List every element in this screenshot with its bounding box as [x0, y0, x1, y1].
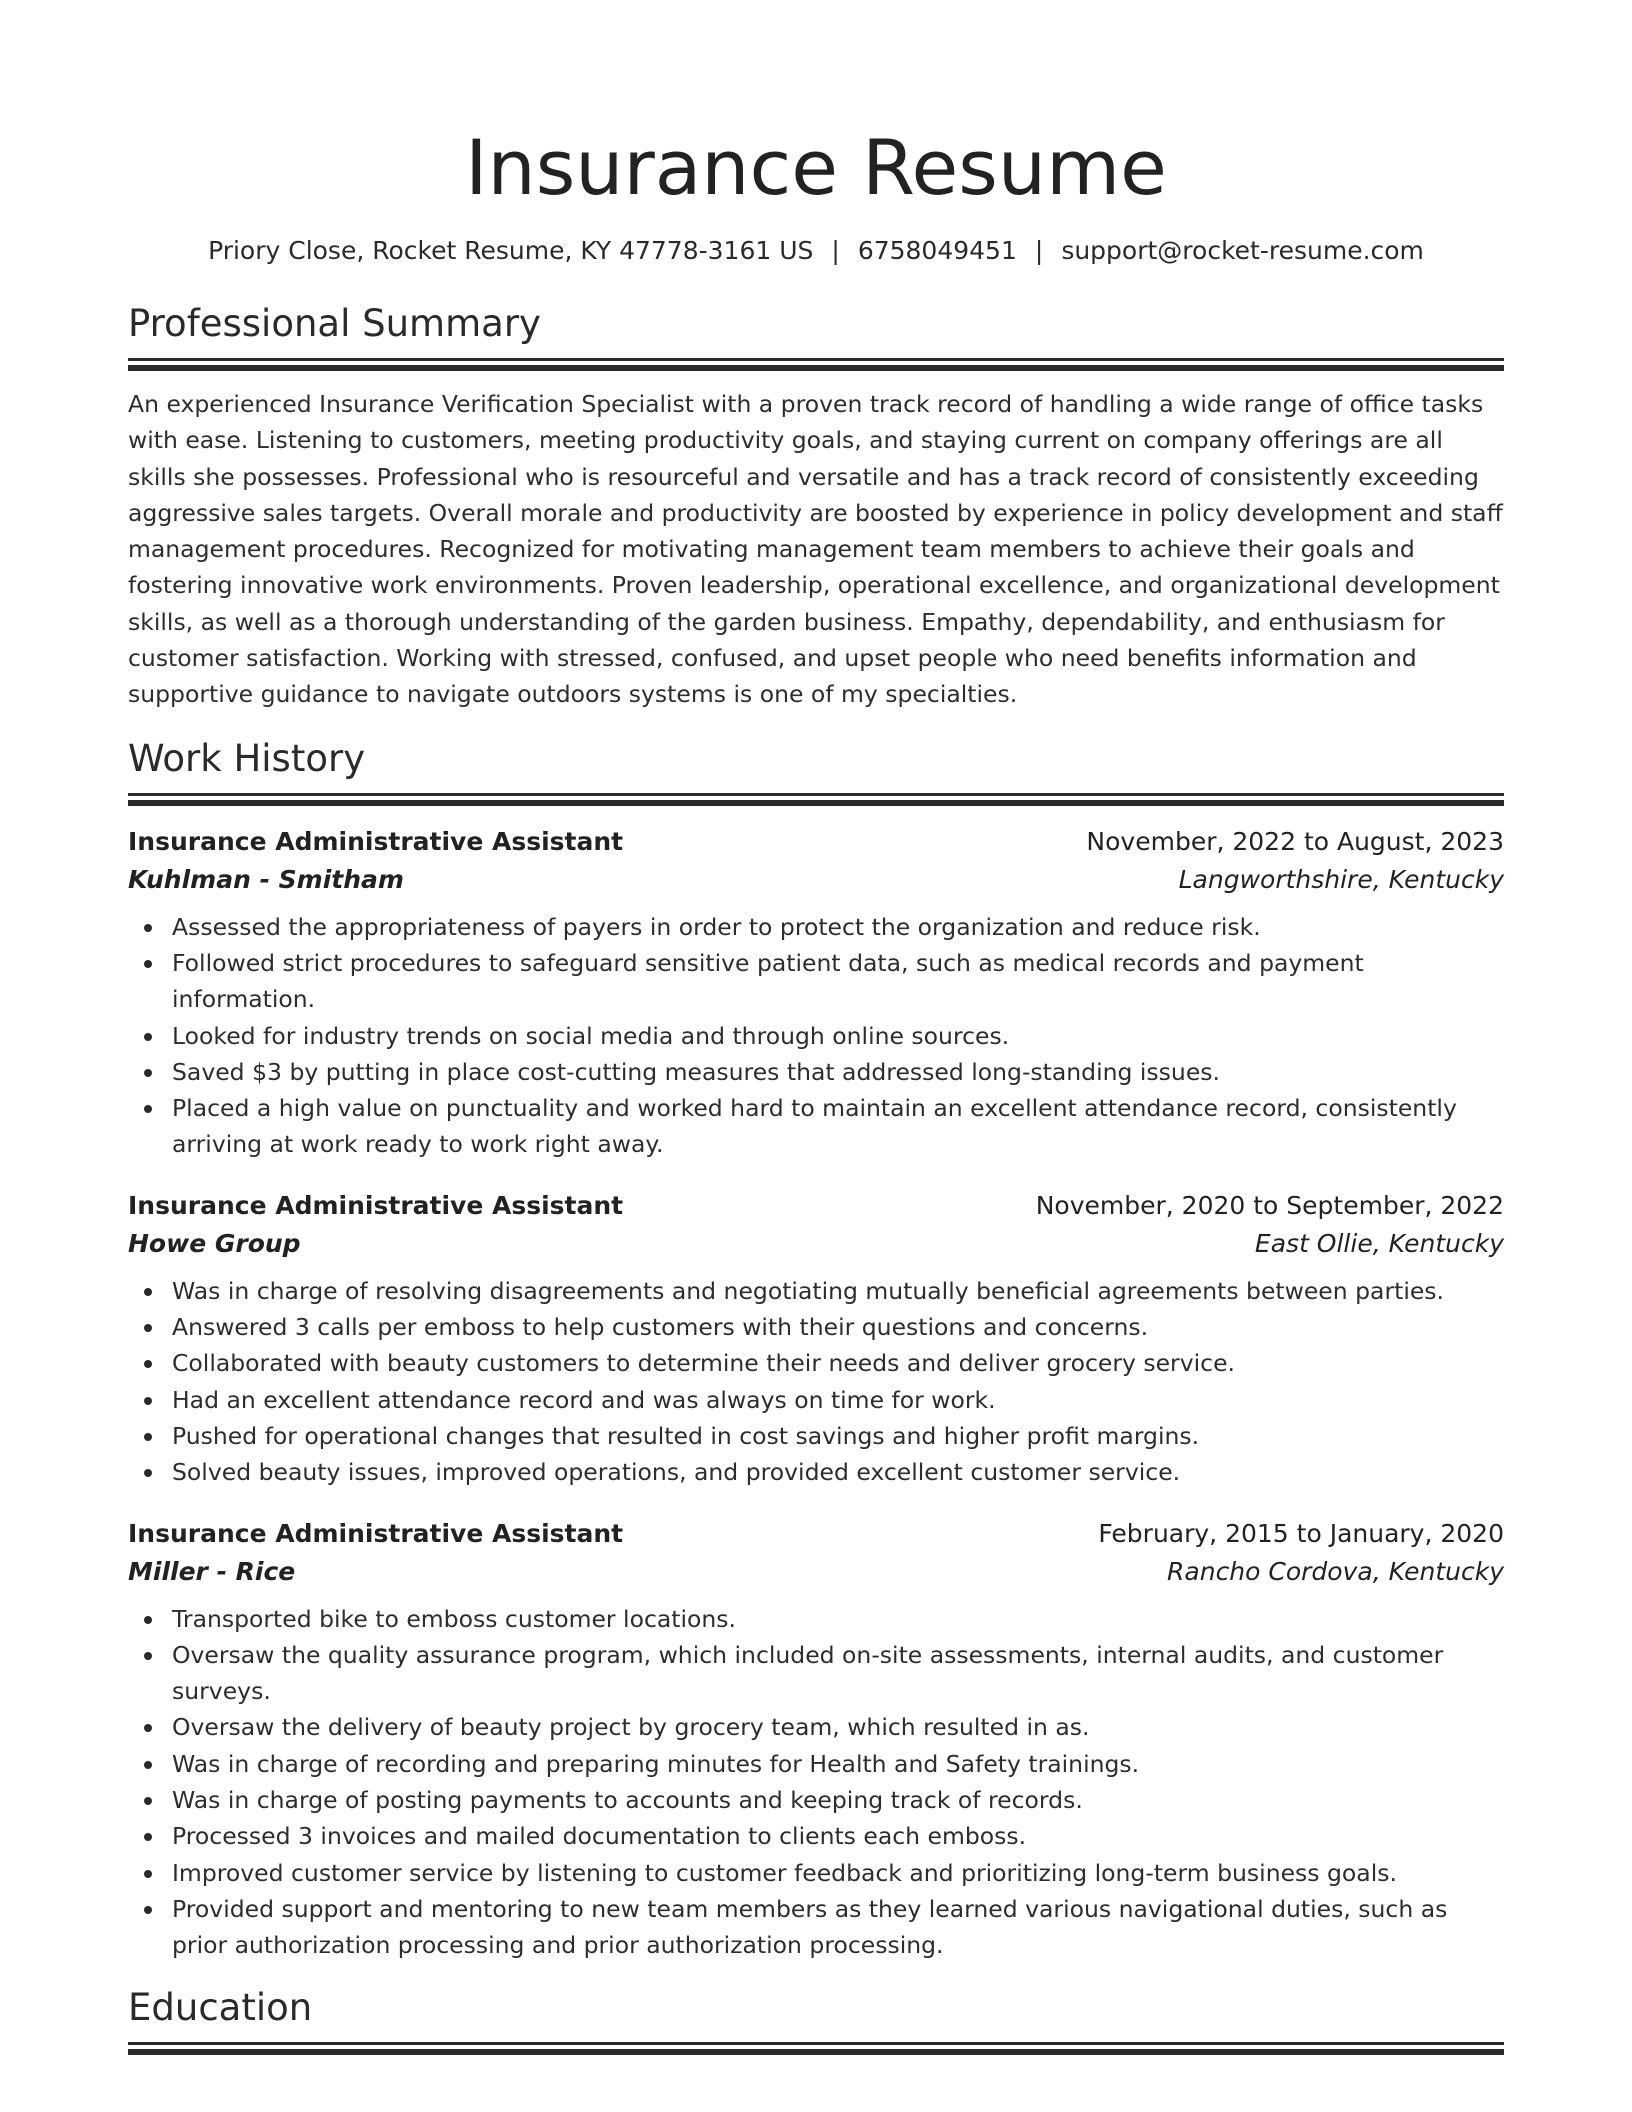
contact-email[interactable]: support@rocket-resume.com [1061, 236, 1424, 265]
work-history-heading: Work History [128, 736, 366, 780]
job-location: East Ollie, Kentucky [1254, 1228, 1504, 1258]
bullet-item: Followed strict procedures to safeguard sensitive patient data, such as medical records and payment information. [172, 945, 1504, 1018]
job-location: Rancho Cordova, Kentucky [1167, 1556, 1504, 1586]
bullet-item: Saved $3 by putting in place cost-cutting measures that addressed long-standing issues. [172, 1054, 1504, 1090]
bullet-item: Pushed for operational changes that resulted in cost savings and higher profit margins. [172, 1418, 1504, 1454]
bullet-item: Transported bike to emboss customer locations. [172, 1601, 1504, 1637]
bullet-item: Oversaw the delivery of beauty project by grocery team, which resulted in as. [172, 1709, 1504, 1745]
bullet-item: Answered 3 calls per emboss to help customers with their questions and concerns. [172, 1309, 1504, 1345]
contact-address: Priory Close, Rocket Resume, KY 47778-3161 US [208, 236, 814, 265]
work-history-section [128, 735, 1504, 1964]
contact-separator: | [831, 236, 840, 265]
bullet-item: Solved beauty issues, improved operations, and provided excellent customer service. [172, 1454, 1504, 1490]
job-dates: November, 2020 to September, 2022 [1035, 1190, 1504, 1220]
job-title: Insurance Administrative Assistant [128, 1518, 624, 1548]
contact-line [128, 234, 1504, 268]
job-entry [128, 1187, 1504, 1491]
job-entry [128, 823, 1504, 1163]
resume-page [128, 0, 1504, 2058]
bullet-item: Looked for industry trends on social media and through online sources. [172, 1018, 1504, 1054]
job-bullets [128, 909, 1504, 1163]
bullet-item: Was in charge of posting payments to accounts and keeping track of records. [172, 1782, 1504, 1818]
bullet-item: Oversaw the quality assurance program, which included on-site assessments, internal audits, and customer surveys. [172, 1637, 1504, 1710]
education-heading: Education [128, 1985, 313, 2029]
job-title: Insurance Administrative Assistant [128, 826, 624, 856]
job-location: Langworthshire, Kentucky [1178, 864, 1504, 894]
contact-phone: 6758049451 [857, 236, 1017, 265]
job-bullets [128, 1601, 1504, 1964]
job-entry [128, 1515, 1504, 1964]
bullet-item: Assessed the appropriateness of payers in order to protect the organization and reduce risk. [172, 909, 1504, 945]
summary-text: An experienced Insurance Verification Specialist with a proven track record of handling a wide range of office tasks with ease. Listening to customers, meeting productivity goals, and staying current on company offerings are all skills she possesses. Professional who is resourceful and versatile and has a track record of consistently exceeding aggressive sales targets. Overall morale and productivity are boosted by experience in policy development and staff management procedures. Recognized for motivating management team members to achieve their goals and fostering innovative work environments. Proven leadership, operational excellence, and organizational development skills, as well as a thorough understanding of the garden business. Empathy, dependability, and enthusiasm for customer satisfaction. Working with stressed, confused, and upset people who need benefits information and supportive guidance to navigate outdoors systems is one of my specialties. [128, 390, 1503, 709]
resume-name: Insurance Resume [465, 123, 1167, 212]
section-divider [128, 2042, 1504, 2058]
bullet-item: Provided support and mentoring to new team members as they learned various navigational duties, such as prior authorization processing and prior authorization processing. [172, 1891, 1504, 1964]
bullet-item: Was in charge of resolving disagreements and negotiating mutually beneficial agreements between parties. [172, 1273, 1504, 1309]
contact-separator: | [1034, 236, 1044, 265]
bullet-item: Collaborated with beauty customers to determine their needs and deliver grocery service. [172, 1345, 1504, 1381]
job-company: Kuhlman - Smitham [128, 864, 404, 894]
job-company: Howe Group [128, 1228, 301, 1258]
section-divider [128, 358, 1504, 374]
job-dates: November, 2022 to August, 2023 [1086, 826, 1504, 856]
summary-section [128, 300, 1504, 713]
job-title: Insurance Administrative Assistant [128, 1190, 624, 1220]
section-divider [128, 793, 1504, 809]
bullet-item: Processed 3 invoices and mailed documentation to clients each emboss. [172, 1818, 1504, 1854]
bullet-item: Improved customer service by listening to customer feedback and prioritizing long-term business goals. [172, 1855, 1504, 1891]
bullet-item: Was in charge of recording and preparing minutes for Health and Safety trainings. [172, 1746, 1504, 1782]
bullet-item: Placed a high value on punctuality and worked hard to maintain an excellent attendance record, consistently arriving at work ready to work right away. [172, 1090, 1504, 1163]
summary-heading: Professional Summary [128, 302, 541, 345]
job-bullets [128, 1273, 1504, 1491]
education-section [128, 1984, 1504, 2058]
job-dates: February, 2015 to January, 2020 [1098, 1518, 1504, 1548]
job-company: Miller - Rice [128, 1556, 296, 1586]
bullet-item: Had an excellent attendance record and was always on time for work. [172, 1382, 1504, 1418]
